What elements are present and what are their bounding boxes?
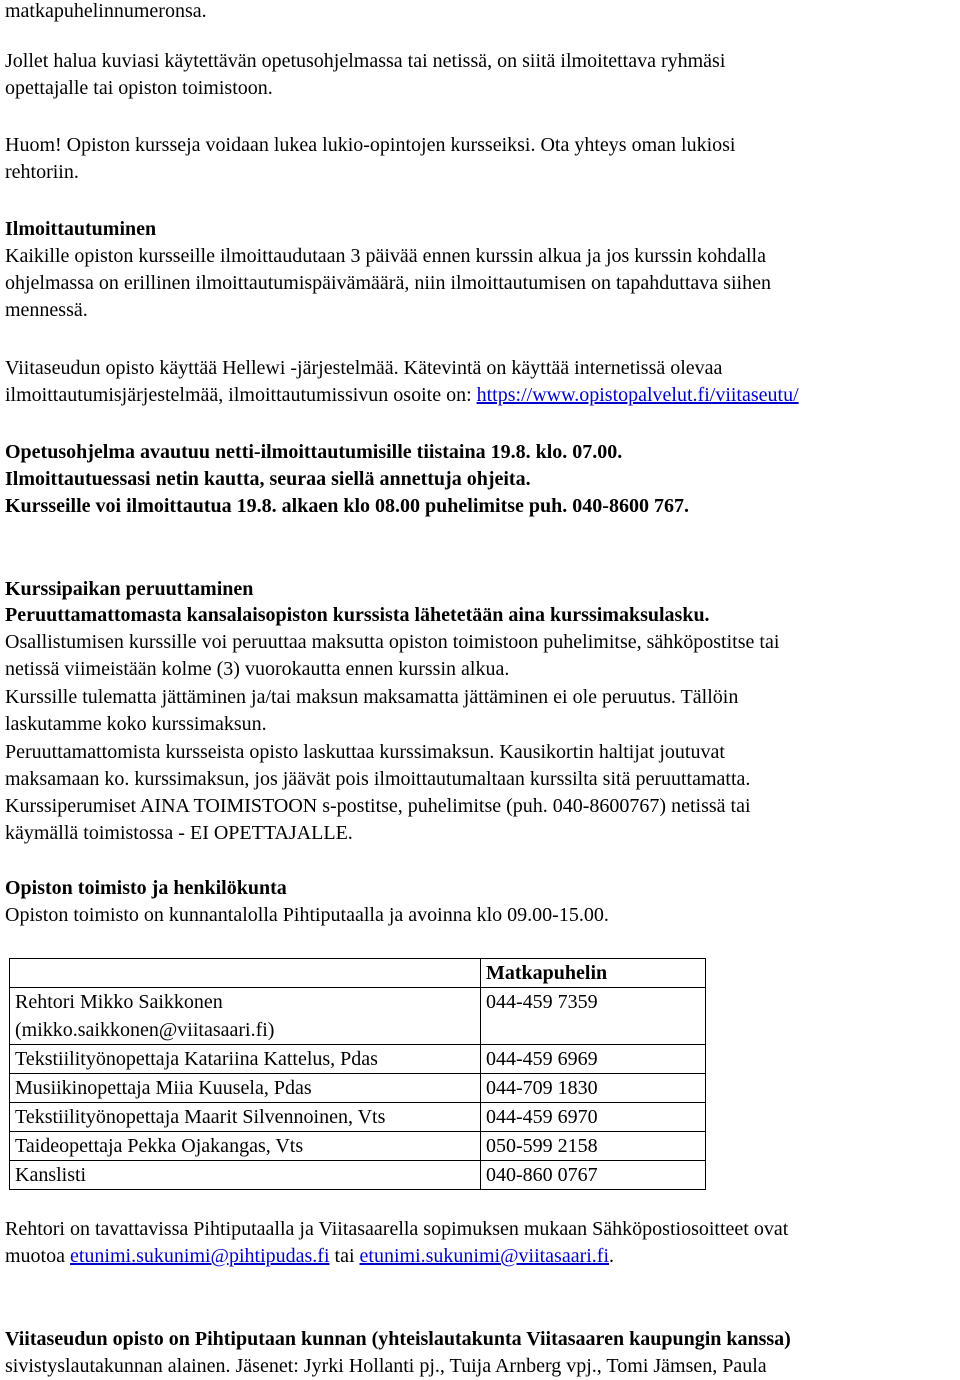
cancellation-subheading: Peruuttamattomasta kansalaisopiston kurssista lähetetään aina kurssimaksulasku. bbox=[5, 604, 710, 626]
table-row bbox=[10, 1074, 706, 1103]
staff-name-cell bbox=[10, 988, 481, 1045]
registration-line3: mennessä. bbox=[5, 299, 88, 321]
registration-open-note: Opetusohjelma avautuu netti-ilmoittautumisille tiistaina 19.8. klo. 07.00. bbox=[5, 441, 623, 463]
footer-heading: Viitaseudun opisto on Pihtiputaan kunnan (yhteislautakunta Viitasaaren kaupungin kanssa) bbox=[5, 1328, 791, 1350]
cancellation-line6: maksamaan ko. kurssimaksun, jos jäävät pois ilmoittautumaltaan kurssilta sitä peruuttamatta. bbox=[5, 768, 751, 790]
table-row bbox=[10, 1132, 706, 1161]
registration-heading: Ilmoittautuminen bbox=[5, 218, 157, 240]
hellewi-line1: Viitaseudun opisto käyttää Hellewi -järjestelmää. Kätevintä on käyttää internetissä olevaa bbox=[5, 357, 723, 379]
staff-phone: 050-599 2158 bbox=[481, 1132, 706, 1161]
registration-instructions-note: Ilmoittautuessasi netin kautta, seuraa siellä annettuja ohjeita. bbox=[5, 468, 531, 490]
staff-name: Tekstiilityönopettaja Katariina Kattelus, Pdas bbox=[10, 1045, 481, 1074]
cancellation-line3: Kurssille tulematta jättäminen ja/tai maksun maksamatta jättäminen ei ole peruutus. Tällöin bbox=[5, 686, 739, 708]
cancellation-line7: Kurssiperumiset AINA TOIMISTOON s-postitse, puhelimitse (puh. 040-8600767) netissä tai bbox=[5, 795, 751, 817]
email-link-viitasaari[interactable]: etunimi.sukunimi@viitasaari.fi bbox=[359, 1245, 610, 1267]
table-header-empty bbox=[10, 959, 481, 988]
staff-name: Rehtori Mikko Saikkonen bbox=[15, 991, 223, 1013]
email-link-pihtipudas[interactable]: etunimi.sukunimi@pihtipudas.fi bbox=[70, 1245, 330, 1267]
hellewi-line2-text: ilmoittautumisjärjestelmää, ilmoittautumissivun osoite on: bbox=[5, 384, 472, 406]
intro-line-phone: matkapuhelinnumeronsa. bbox=[5, 0, 207, 22]
table-header-row bbox=[10, 959, 706, 988]
staff-name: Tekstiilityönopettaja Maarit Silvennoinen, Vts bbox=[10, 1103, 481, 1132]
cancellation-line4: laskutamme koko kurssimaksun. bbox=[5, 713, 267, 735]
principal-availability-line1: Rehtori on tavattavissa Pihtiputaalla ja Viitasaarella sopimuksen mukaan Sähköpostiosoitteet ovat bbox=[5, 1218, 789, 1240]
table-row bbox=[10, 1045, 706, 1074]
table-header-phone: Matkapuhelin bbox=[481, 959, 706, 988]
cancellation-line5: Peruuttamattomista kursseista opisto laskuttaa kurssimaksun. Kausikortin haltijat joutuvat bbox=[5, 741, 725, 763]
staff-phone: 044-459 7359 bbox=[481, 988, 706, 1045]
principal-availability-line2 bbox=[5, 1243, 614, 1270]
upper-secondary-note-line2: rehtoriin. bbox=[5, 161, 79, 183]
footer-line1: sivistyslautakunnan alainen. Jäsenet: Jyrki Hollanti pj., Tuija Arnberg vpj., Tomi Jämsen, Paula bbox=[5, 1355, 767, 1377]
registration-line1: Kaikille opiston kursseille ilmoittaudutaan 3 päivää ennen kurssin alkua ja jos kurssin kohdalla bbox=[5, 245, 766, 267]
table-row bbox=[10, 988, 706, 1045]
staff-phone: 040-860 0767 bbox=[481, 1161, 706, 1190]
hellewi-line2 bbox=[5, 382, 799, 409]
staff-phone: 044-709 1830 bbox=[481, 1074, 706, 1103]
staff-phone: 044-459 6970 bbox=[481, 1103, 706, 1132]
cancellation-line1: Osallistumisen kurssille voi peruuttaa maksutta opiston toimistoon puhelimitse, sähköpostitse tai bbox=[5, 631, 780, 653]
registration-line2: ohjelmassa on erillinen ilmoittautumispäivämäärä, niin ilmoittautumisen on tapahduttava siihen bbox=[5, 272, 771, 294]
table-row bbox=[10, 1161, 706, 1190]
staff-name: Kanslisti bbox=[10, 1161, 481, 1190]
staff-email: (mikko.saikkonen@viitasaari.fi) bbox=[15, 1019, 275, 1041]
cancellation-line2: netissä viimeistään kolme (3) vuorokautta ennen kurssin alkua. bbox=[5, 658, 510, 680]
email-format-or: tai bbox=[334, 1245, 355, 1267]
staff-name: Musiikinopettaja Miia Kuusela, Pdas bbox=[10, 1074, 481, 1103]
staff-table bbox=[9, 958, 706, 1190]
email-format-period: . bbox=[609, 1245, 615, 1267]
staff-phone: 044-459 6969 bbox=[481, 1045, 706, 1074]
upper-secondary-note-line1: Huom! Opiston kursseja voidaan lukea lukio-opintojen kursseiksi. Ota yhteys oman lukiosi bbox=[5, 134, 736, 156]
cancellation-line8: käymällä toimistossa - EI OPETTAJALLE. bbox=[5, 822, 353, 844]
email-format-label: muotoa bbox=[5, 1245, 65, 1267]
registration-link[interactable]: https://www.opistopalvelut.fi/viitaseutu/ bbox=[476, 384, 799, 406]
phone-registration-note: Kursseille voi ilmoittautua 19.8. alkaen klo 08.00 puhelimitse puh. 040-8600 767. bbox=[5, 495, 689, 517]
photo-notice-line2: opettajalle tai opiston toimistoon. bbox=[5, 77, 273, 99]
staff-name: Taideopettaja Pekka Ojakangas, Vts bbox=[10, 1132, 481, 1161]
table-row bbox=[10, 1103, 706, 1132]
office-heading: Opiston toimisto ja henkilökunta bbox=[5, 877, 287, 899]
office-hours-line: Opiston toimisto on kunnantalolla Pihtiputaalla ja avoinna klo 09.00-15.00. bbox=[5, 904, 609, 926]
photo-notice-line1: Jollet halua kuviasi käytettävän opetusohjelmassa tai netissä, on siitä ilmoitettava ryhmäsi bbox=[5, 50, 726, 72]
cancellation-heading: Kurssipaikan peruuttaminen bbox=[5, 578, 254, 600]
